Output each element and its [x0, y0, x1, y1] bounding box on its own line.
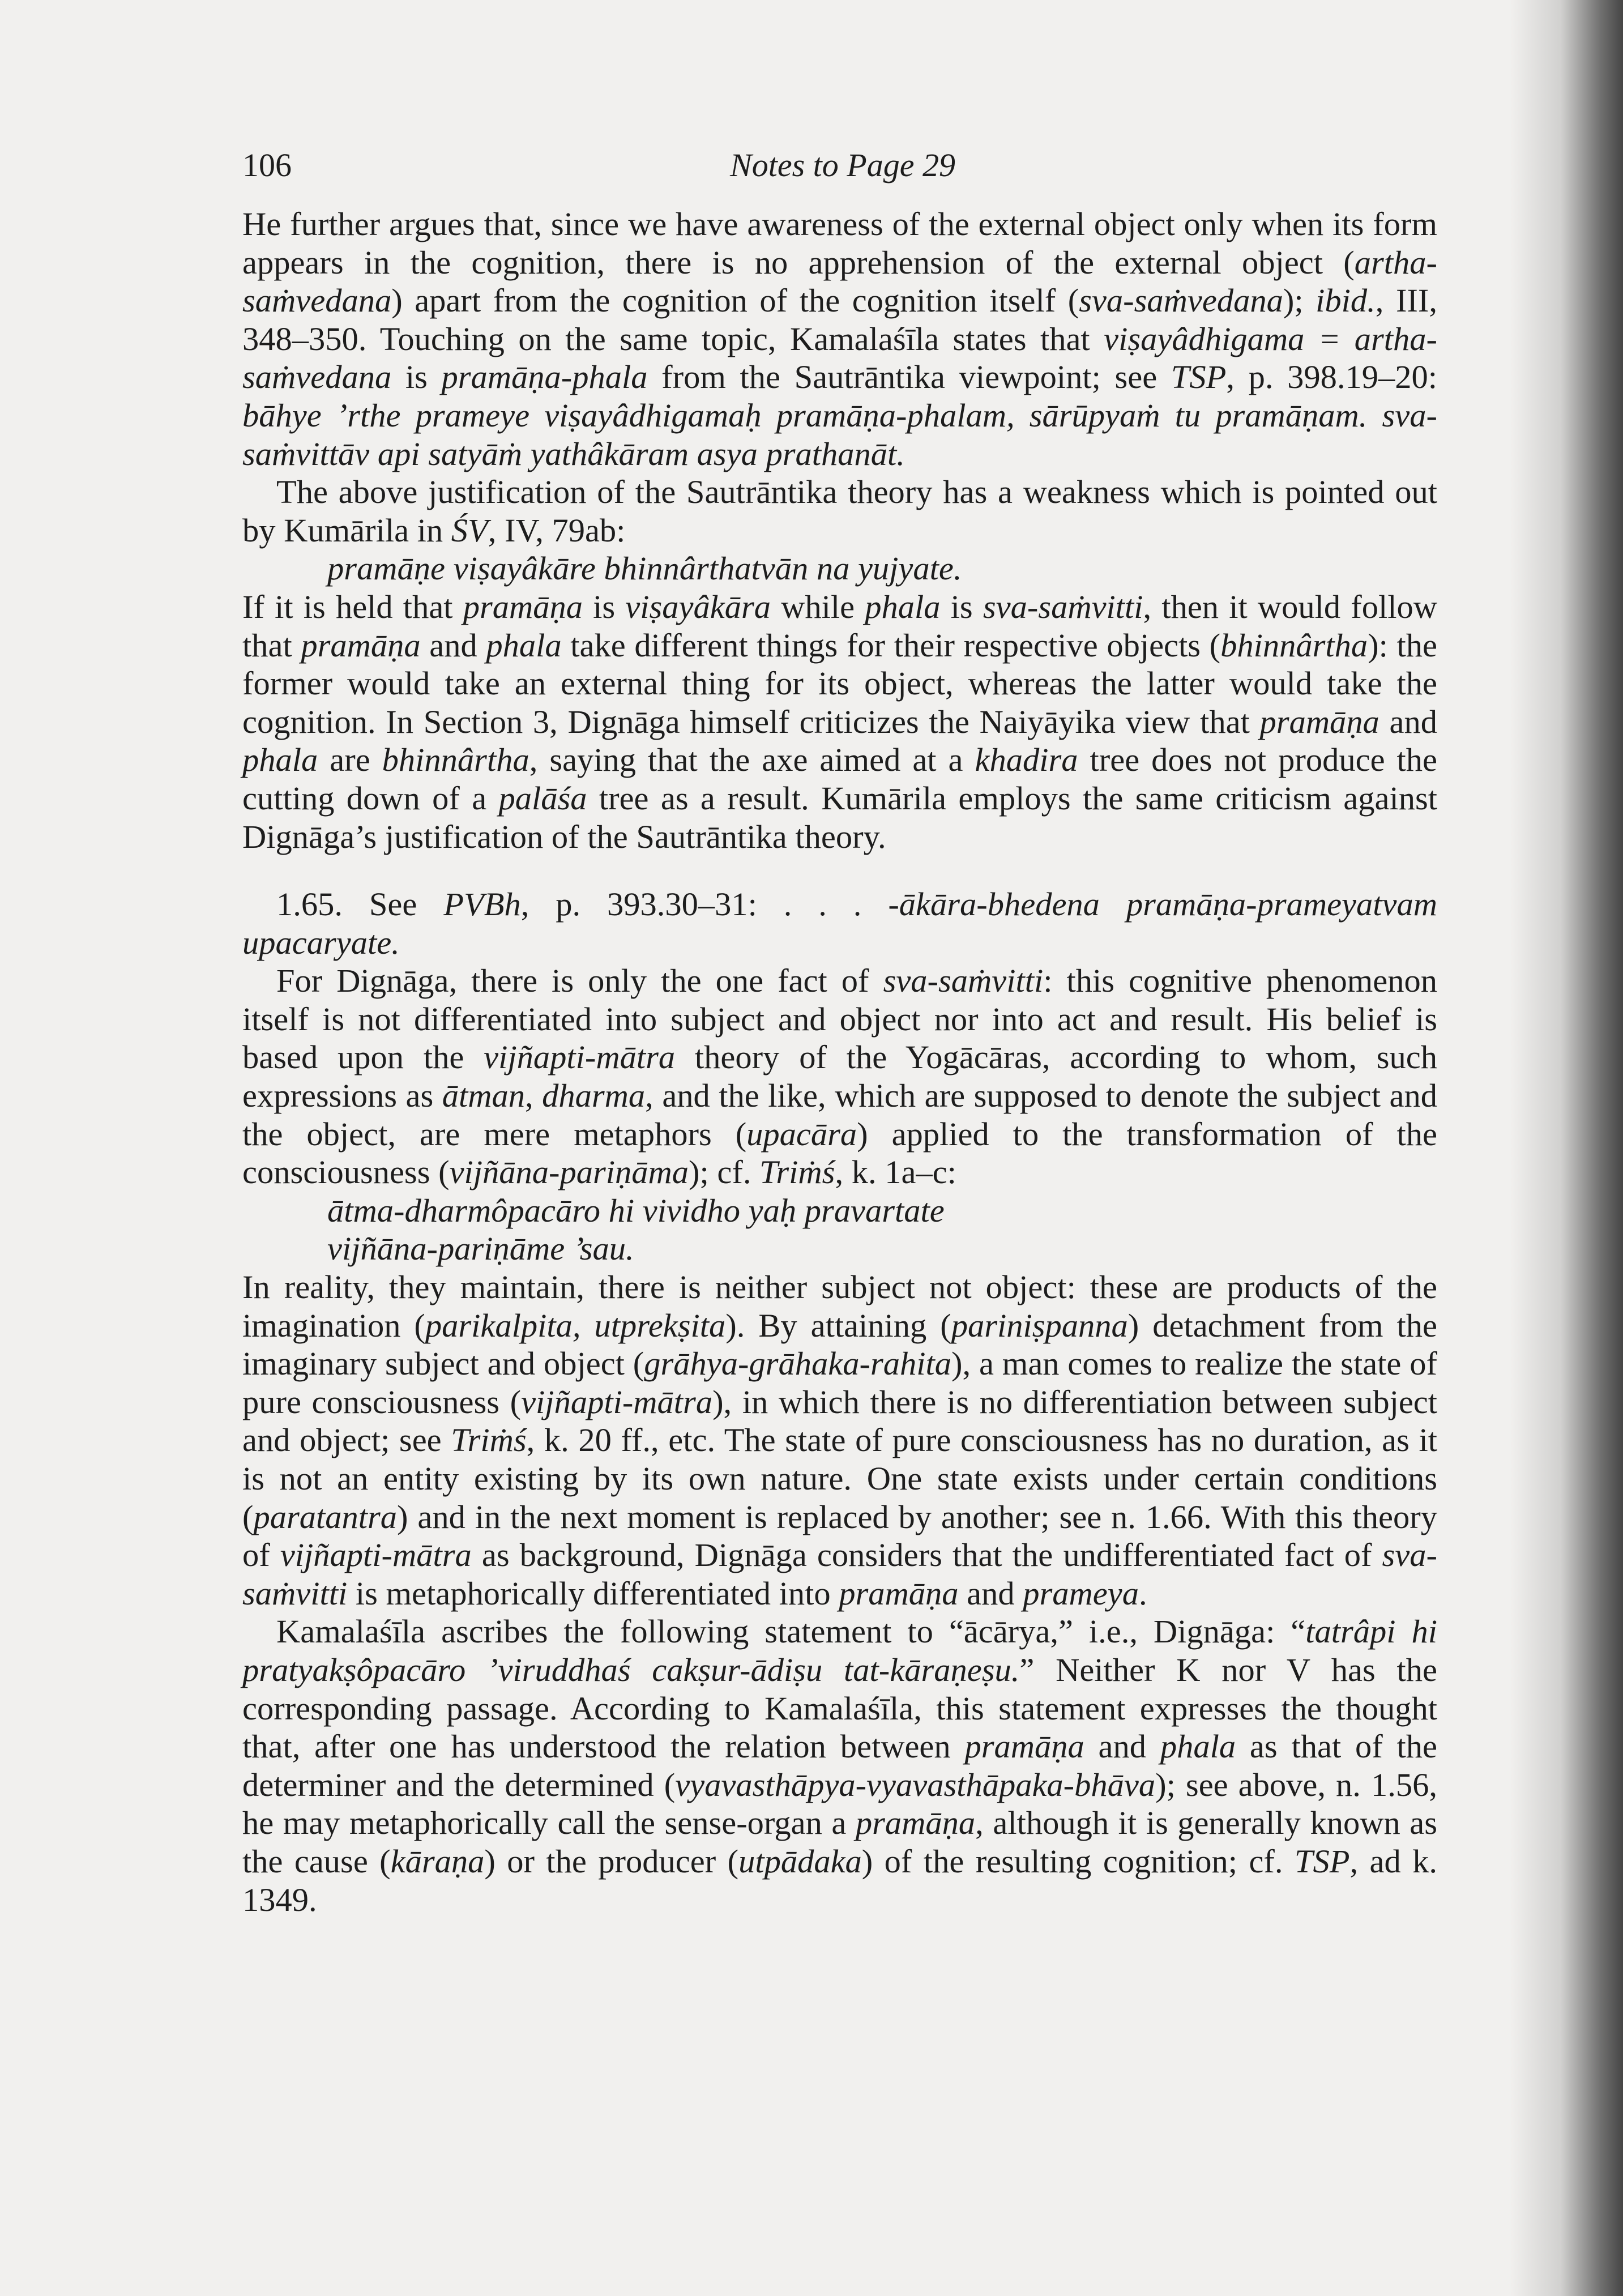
verse-quotation	[327, 1192, 1437, 1268]
text-run: The above justification of the Sautrāntika theory has a weakness which is pointed out by Kumārila in	[242, 473, 1437, 549]
paragraph	[242, 962, 1437, 1192]
text-run: theory of the Yogācāras, according to whom, such expressions as	[242, 1039, 1437, 1115]
italic-term: vyavasthāpya-vyavasthāpaka-bhāva	[675, 1766, 1156, 1803]
text-run: tree does not produce the cutting down of a	[242, 741, 1437, 817]
italic-term: pramāṇa	[301, 626, 421, 664]
italic-term: Triṁś	[451, 1422, 527, 1459]
italic-term: vijñapti-mātra	[521, 1383, 713, 1420]
text-run: , p. 393.30–31: . . .	[520, 886, 889, 923]
text-run: from the Sautrāntika viewpoint; see	[647, 359, 1171, 396]
text-run: , then it would follow that	[242, 588, 1437, 664]
text-run: If it is held that	[242, 588, 463, 625]
italic-term: bhinnârtha	[1220, 626, 1368, 664]
italic-term: prameya	[1023, 1574, 1139, 1612]
italic-term: tatrâpi hi pratyakṣôpacāro ’viruddhaś cakṣur-ādiṣu tat-kāraṇeṣu.	[242, 1613, 1437, 1688]
text-run: as that of the determiner and the determined (	[242, 1728, 1438, 1803]
italic-term: utpādaka	[738, 1842, 862, 1880]
text-run: is	[391, 359, 442, 396]
text-run: and	[1379, 703, 1437, 740]
text-run: ) or the producer (	[484, 1842, 739, 1880]
verse-line: ātma-dharmôpacāro hi vividho yaḥ pravartate	[327, 1192, 945, 1229]
italic-term: artha-saṁvedana	[242, 244, 1437, 319]
italic-term: pramāṇa	[463, 588, 583, 625]
italic-term: TSP	[1294, 1842, 1350, 1880]
text-run: ). By attaining (	[725, 1307, 951, 1344]
italic-term: bhinnârtha	[382, 741, 529, 779]
italic-term: sva-saṁvitti	[983, 588, 1143, 625]
text-run: as background, Dignāga considers that the undifferentiated fact of	[471, 1537, 1382, 1574]
text-run: , saying that the axe aimed at a	[529, 741, 975, 779]
italic-term: parikalpita, utprekṣita	[425, 1307, 726, 1344]
italic-term: Triṁś	[759, 1154, 835, 1191]
text-run: , and the like, which are supposed to denote the subject and the object, are mere metaphors (	[242, 1077, 1438, 1153]
page-header	[242, 146, 1443, 191]
italic-term: khadira	[975, 741, 1078, 779]
text-run: while	[770, 588, 865, 625]
text-run: is metaphorically differentiated into	[347, 1574, 839, 1612]
italic-term: grāhya-grāhaka-rahita	[644, 1345, 951, 1382]
paragraph	[242, 205, 1437, 473]
page-number: 106	[242, 147, 292, 183]
verse-quotation	[327, 549, 1437, 588]
italic-term: vijñapti-mātra	[484, 1039, 676, 1076]
text-run: In reality, they maintain, there is neither subject not object: these are products of the imagination (	[242, 1269, 1437, 1344]
italic-term: pramāṇa	[855, 1804, 976, 1842]
text-run: and	[1084, 1728, 1160, 1765]
italic-term: viṣayâdhigama = artha-saṁvedana	[242, 320, 1437, 396]
italic-term: sva-saṁvitti	[242, 1537, 1437, 1612]
text-run: take different things for their respective objects (	[561, 626, 1221, 664]
italic-term: upacāra	[746, 1115, 857, 1153]
italic-term: sva-saṁvitti	[883, 962, 1044, 1000]
text-run: Kamalaśīla ascribes the following statement to “ācārya,” i.e., Dignāga: “	[276, 1613, 1306, 1650]
paragraph	[242, 1612, 1437, 1919]
text-run: , k. 1a–c:	[835, 1154, 956, 1191]
text-run: ) applied to the transformation of the consciousness (	[242, 1115, 1437, 1191]
italic-term: ibid.	[1316, 282, 1376, 319]
text-run: is	[582, 588, 626, 625]
verse-line: vijñāna-pariṇāme ’sau.	[327, 1230, 634, 1268]
italic-term: TSP	[1171, 359, 1227, 396]
italic-term: viṣayâkāra	[625, 588, 771, 625]
text-run: , IV, 79ab:	[488, 511, 626, 549]
text-run: and	[958, 1574, 1023, 1612]
italic-term: pramāṇa	[839, 1574, 959, 1612]
text-run: 1.65. See	[276, 886, 444, 923]
italic-term: PVBh	[443, 886, 521, 923]
italic-term: vijñāna-pariṇāma	[449, 1154, 689, 1191]
italic-term: bāhye ’rthe prameye viṣayâdhigamaḥ pramāṇa-phalam, sārūpyaṁ tu pramāṇam. sva-saṁvittāv api satyāṁ yathâkāram asya prathanāt.	[242, 396, 1437, 472]
paragraph	[242, 588, 1437, 856]
page-body	[242, 205, 1437, 1919]
italic-term: kāraṇa	[390, 1842, 485, 1880]
text-run: ); cf.	[689, 1154, 760, 1191]
text-run: , although it is generally known as the cause (	[242, 1804, 1438, 1880]
text-run: ) detachment from the imaginary subject and object (	[242, 1307, 1437, 1382]
text-run: are	[318, 741, 382, 779]
verse-line: pramāṇe viṣayâkāre bhinnârthatvān na yujyate.	[327, 550, 962, 587]
running-head: Notes to Page 29	[730, 147, 955, 183]
note-paragraph	[242, 885, 1437, 962]
text-run: , p. 398.19–20:	[1226, 359, 1437, 396]
text-run: ), in which there is no differentiation between subject and object; see	[242, 1383, 1438, 1459]
italic-term: paratantra	[253, 1498, 398, 1535]
text-run: ), a man comes to realize the state of pure consciousness (	[242, 1345, 1437, 1420]
italic-term: pramāṇa	[964, 1728, 1084, 1765]
text-run: and	[420, 626, 486, 664]
text-run: For Dignāga, there is only the one fact of	[276, 962, 883, 1000]
italic-term: palāśa	[498, 779, 587, 817]
paragraph	[242, 473, 1437, 549]
scan-edge-shadow	[1510, 0, 1623, 2296]
italic-term: phala	[865, 588, 941, 625]
text-run: He further argues that, since we have awareness of the external object only when its form appears in the cognition, there is no apprehension of the external object (	[242, 206, 1437, 281]
italic-term: phala	[486, 626, 562, 664]
italic-term: pramāṇa	[1259, 703, 1379, 740]
text-run: , k. 20 ff., etc. The state of pure consciousness has no duration, as it is not an entity existing by its own nature. One state exists under certain conditions (	[242, 1422, 1437, 1535]
text-run: , III, 348–350. Touching on the same topic, Kamalaśīla states that	[242, 282, 1438, 357]
italic-term: ātman	[442, 1077, 525, 1115]
text-run: ,	[525, 1077, 543, 1115]
text-run: tree as a result. Kumārila employs the same criticism against Dignāga’s justification of the Sautrāntika theory.	[242, 779, 1438, 855]
text-run: .	[1138, 1574, 1147, 1612]
italic-term: phala	[242, 741, 318, 779]
text-run: ) apart from the cognition of the cognition itself (	[391, 282, 1079, 319]
italic-term: pramāṇa-phala	[441, 359, 648, 396]
italic-term: ŚV	[451, 511, 488, 549]
text-run: ): the former would take an external thing for its object, whereas the latter would take the cognition. In Section 3, Dignāga himself criticizes the Naiyāyika view that	[242, 626, 1438, 740]
text-run: ); see above, n. 1.56, he may metaphorically call the sense-organ a	[242, 1766, 1437, 1842]
text-run: ” Neither K nor V has the corresponding passage. According to Kamalaśīla, this statement expresses the thought that, after one has understood the relation between	[242, 1651, 1437, 1765]
italic-term: pariniṣpanna	[951, 1307, 1128, 1344]
text-run: ) of the resulting cognition; cf.	[861, 1842, 1295, 1880]
text-run: : this cognitive phenomenon itself is not differentiated into subject and object nor into act and result. His belief is based upon the	[242, 962, 1437, 1076]
text-run: , ad k. 1349.	[242, 1842, 1437, 1918]
italic-term: sva-saṁvedana	[1079, 282, 1283, 319]
italic-term: -ākāra-bhedena pramāṇa-prameyatvam upacaryate.	[242, 886, 1437, 961]
italic-term: phala	[1160, 1728, 1236, 1765]
italic-term: vijñapti-mātra	[280, 1537, 472, 1574]
text-run: );	[1283, 282, 1316, 319]
text-run: ) and in the next moment is replaced by another; see n. 1.66. With this theory of	[242, 1498, 1437, 1574]
paragraph	[242, 1268, 1437, 1612]
italic-term: dharma	[542, 1077, 646, 1115]
text-run: is	[940, 588, 983, 625]
